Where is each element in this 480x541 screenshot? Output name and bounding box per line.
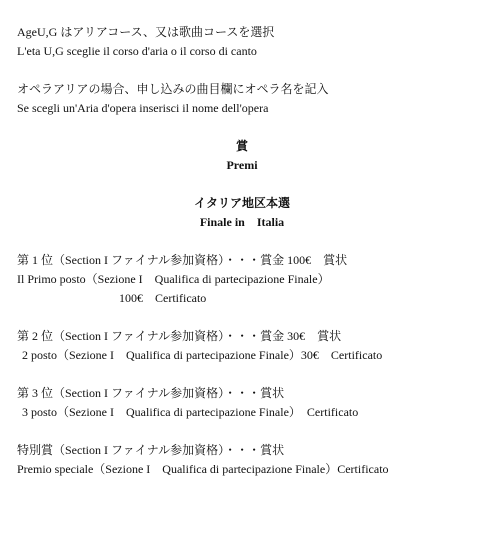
third-prize-it: 3 posto（Sezione I Qualifica di partecipazione Finale） Certificato (22, 405, 359, 419)
spacer (17, 175, 475, 194)
spacer (17, 308, 475, 327)
special-prize-jp: 特別賞（Section I ファイナル参加資格）・・・賞状 (17, 443, 285, 457)
document-body (17, 23, 475, 479)
spacer (17, 232, 475, 251)
special-prize-it: Premio speciale（Sezione I Qualifica di partecipazione Finale）Certificato (17, 462, 389, 476)
second-prize-jp: 第 2 位（Section I ファイナル参加資格）・・・賞金 30€ 賞状 (17, 329, 342, 343)
spacer (17, 61, 475, 80)
final-heading-jp: イタリア地区本選 (193, 196, 290, 210)
final-heading-it: Finale in Italia (199, 215, 285, 229)
intro-it-line-1: L'eta U,G sceglie il corso d'aria o il corso di canto (17, 44, 257, 58)
first-prize-it: Il Primo posto（Sezione I Qualifica di partecipazione Finale） (17, 272, 330, 286)
intro-jp-line-2: オペラアリアの場合、申し込みの曲目欄にオペラ名を記入 (17, 82, 329, 96)
intro-it-line-2: Se scegli un'Aria d'opera inserisci il nome dell'opera (17, 101, 269, 115)
spacer (17, 422, 475, 441)
prizes-heading-it: Premi (226, 158, 258, 172)
spacer (17, 365, 475, 384)
first-prize-jp: 第 1 位（Section I ファイナル参加資格）・・・賞金 100€ 賞状 (17, 253, 348, 267)
second-prize-it: 2 posto（Sezione I Qualifica di partecipazione Finale）30€ Certificato (22, 348, 383, 362)
spacer (17, 118, 475, 137)
first-prize-it-continued: 100€ Certificato (119, 291, 207, 305)
prizes-heading-jp: 賞 (235, 139, 248, 153)
intro-jp-line-1: AgeU,G はアリアコース、又は歌曲コースを選択 (17, 25, 275, 39)
third-prize-jp: 第 3 位（Section I ファイナル参加資格）・・・賞状 (17, 386, 285, 400)
